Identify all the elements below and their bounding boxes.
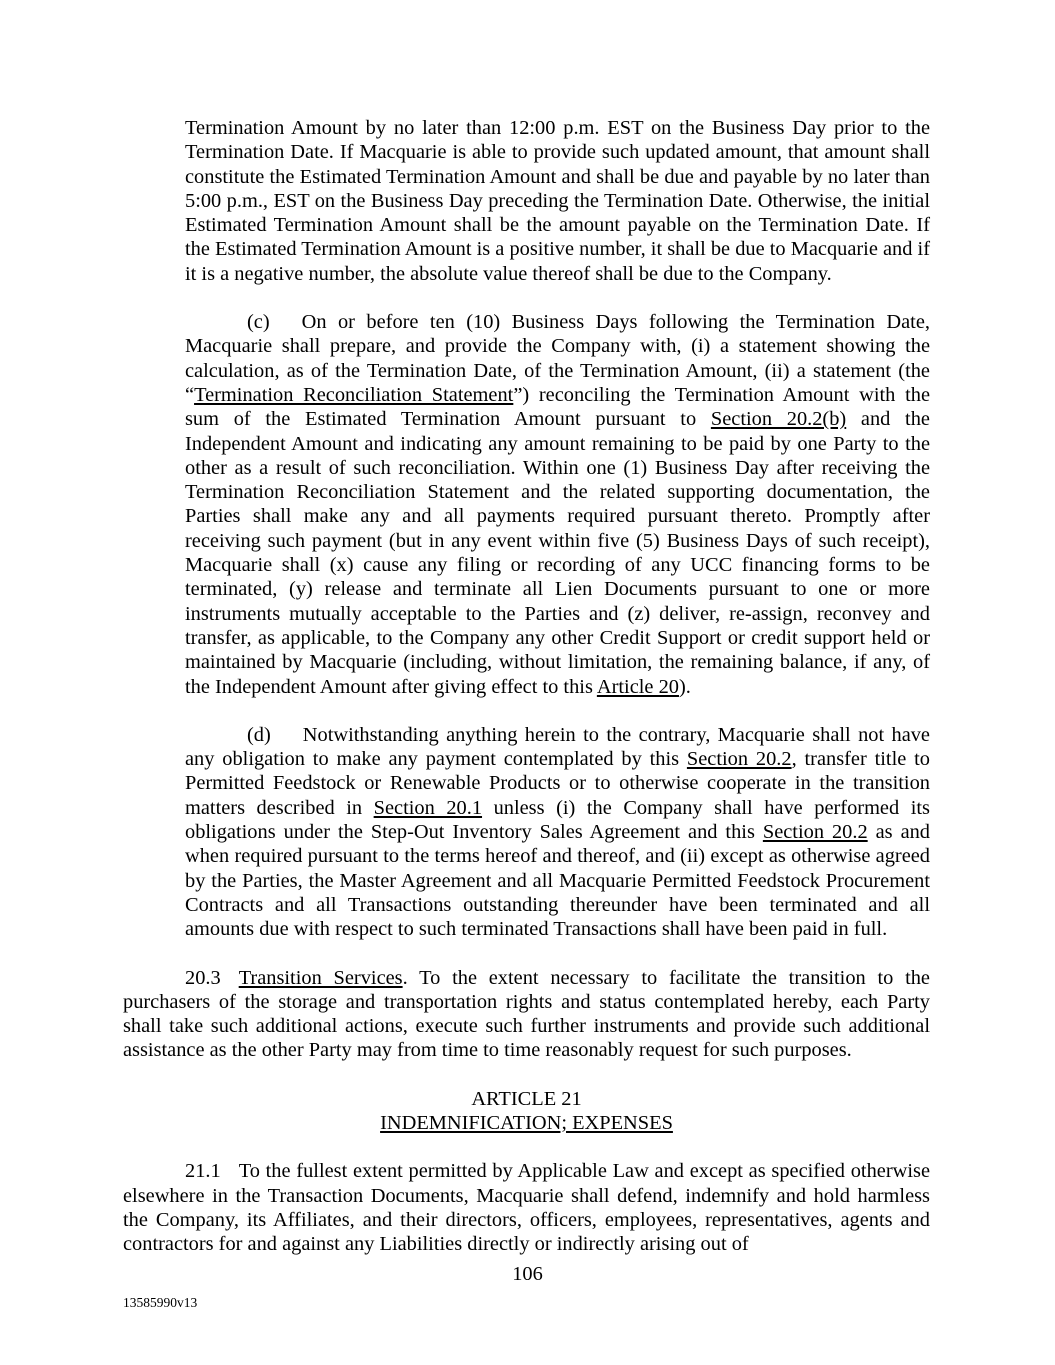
underlined-term: Termination Reconciliation Statement [194, 383, 514, 406]
paragraph-section-20-3 [123, 966, 930, 1063]
text-run: Termination Amount by no later than 12:00 p.m. EST on the Business Day prior to the Termination Date. If Macquarie is able to provide such updated amount, that amount shall constitute the Estimated Termination Amount and shall be due and payable by no later than 5:00 p.m., EST on the Business Day preceding the Termination Date. Otherwise, the initial Estimated Termination Amount shall be the amount payable on the Termination Date. If the Estimated Termination Amount is a positive number, it shall be due to Macquarie and if it is a negative number, the absolute value thereof shall be due to the Company. [185, 117, 930, 285]
document-id-footer: 13585990v13 [123, 1295, 198, 1310]
text-run: . To the extent necessary to facilitate the transition to the purchasers of the storage and transportation rights and status contemplated hereby, each Party shall take such additional actions, execute such further instruments and provide such additional assistance as the other Party may from time to time reasonably request for such purposes. [123, 966, 930, 1062]
text-run: and the Independent Amount and indicating any amount remaining to be paid by one Party to the other as a result of such reconciliation. Within one (1) Business Day after receiving the Termination Reconciliation Statement and the related supporting documentation, the Parties shall make any and all payments required pursuant thereto. Promptly after receiving such payment (but in any event within five (5) Business Days of such receipt), Macquarie shall (x) cause any filing or recording of any UCC financing forms to be terminated, (y) release and terminate all Lien Documents pursuant to one or more instruments mutually acceptable to the Parties and (z) deliver, re-assign, reconvey and transfer, as applicable, to the Company any other Credit Support or credit support held or maintained by Macquarie (including, without limitation, the remaining balance, if any, of the Independent Amount after giving effect to this [185, 408, 930, 698]
paragraph-termination-amount-continuation [185, 116, 930, 286]
paragraph-item-c [185, 310, 930, 699]
paragraph-section-21-1 [123, 1159, 930, 1256]
text-run: To the fullest extent permitted by Applicable Law and except as specified otherwise elsewhere in the Transaction Documents, Macquarie shall defend, indemnify and hold harmless the Company, its Affiliates, and their directors, officers, employees, representatives, agents and contractors for and against any Liabilities directly or indirectly arising out of [123, 1160, 930, 1256]
text-run: Notwithstanding anything herein to the contrary, Macquarie shall not have any obligation to make any payment contemplated by this [185, 723, 930, 771]
underlined-term: Section 20.2 [762, 821, 868, 844]
text-run: as and when required pursuant to the terms hereof and thereof, and (ii) except as otherwise agreed by the Parties, the Master Agreement and all Macquarie Permitted Feedstock Procurement Contracts and all Transactions outstanding thereunder have been terminated and all amounts due with respect to such terminated Transactions shall have been paid in full. [185, 821, 931, 941]
underlined-term: Section 20.2(b) [710, 408, 847, 431]
underlined-term: Transition Services [238, 966, 403, 989]
text-run: ”) reconciling the Termination Amount with the sum of the Estimated Termination Amount pursuant to [185, 383, 930, 431]
text-run: (c) [247, 311, 270, 334]
text-run: 21.1 [185, 1160, 221, 1183]
text-run: ). [678, 675, 691, 698]
article-21-heading [123, 1087, 930, 1136]
document-body [123, 116, 930, 1280]
underlined-term: Section 20.2 [686, 748, 792, 771]
article-21-title: ARTICLE 21 [471, 1087, 582, 1110]
text-run: unless (i) the Company shall have performed its obligations under the Step-Out Inventory Sales Agreement and this [185, 796, 930, 844]
underlined-term: Article 20 [596, 675, 679, 698]
paragraph-item-d [185, 723, 930, 942]
text-run: On or before ten (10) Business Days following the Termination Date, Macquarie shall prepare, and provide the Company with, (i) a statement showing the calculation, as of the Termination Date, of the Termination Amount, (ii) a statement (the “ [185, 311, 930, 406]
text-run: , transfer title to Permitted Feedstock or Renewable Products or to otherwise cooperate in the transition matters described in [185, 748, 930, 819]
page-number: 106 [512, 1263, 543, 1285]
underlined-term: Section 20.1 [373, 796, 483, 819]
text-run: 20.3 [185, 966, 221, 989]
text-run: (d) [247, 723, 271, 746]
article-21-subtitle: INDEMNIFICATION; EXPENSES [380, 1111, 673, 1134]
